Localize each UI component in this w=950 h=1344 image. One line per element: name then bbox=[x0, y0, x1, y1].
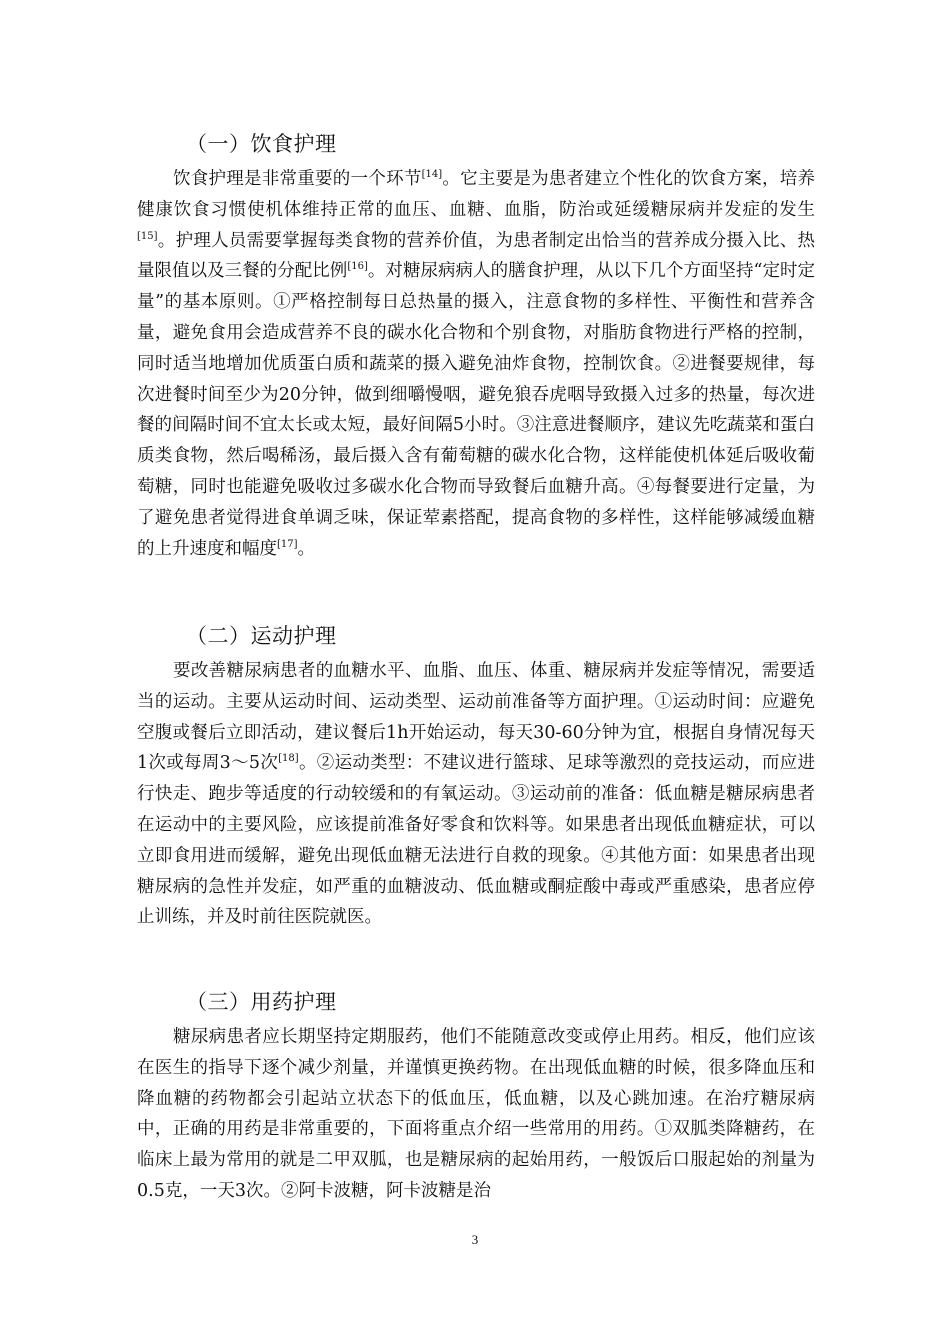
text-run: 。②运动类型：不建议进行篮球、足球等激烈的竞技运动，而应进行快走、跑步等适度的行动较缓和的有氧运动。③运动前的准备：低血糖是糖尿病患者在运动中的主要风险，应该提前准备好零食和饮料等。如果患者出现低血糖症状，可以立即食用进而缓解，避免出现低血糖无法进行自救的现象。④其他方面：如果患者出现糖尿病的急性并发症，如严重的血糖波动、低血糖或酮症酸中毒或严重感染，患者应停止训练，并及时前往医院就医。 bbox=[137, 753, 815, 928]
text-run: 。它主要是为患者建立个性化的饮食方案，培养健康饮食习惯使机体维持正常的血压、血糖、血脂，防治或延缓糖尿病并发症的发生 bbox=[137, 169, 816, 220]
text-run: 。 bbox=[297, 538, 316, 559]
paragraph-medication bbox=[137, 1022, 815, 1207]
citation: [17] bbox=[277, 538, 298, 550]
text-run: 要改善糖尿病患者的血糖水平、血脂、血压、体重、糖尿病并发症等情况，需要适当的运动。主要从运动时间、运动类型、运动前准备等方面护理。①运动时间：应避免空腹或餐后立即活动，建议餐后1h开始运动，每天30-60分钟为宜，根据自身情况每天1次或每周3～5次 bbox=[137, 661, 815, 774]
text-run: 。护理人员需要掌握每类食物的营养价值，为患者制定出恰当的营养成分摄入比、热量限值以及三餐的分配比例 bbox=[137, 230, 815, 282]
paragraph-exercise bbox=[137, 656, 815, 933]
section-heading-medication: （三）用药护理 bbox=[186, 990, 337, 1014]
citation: [18] bbox=[278, 753, 299, 765]
section-heading-diet: （一）饮食护理 bbox=[186, 132, 337, 156]
section-heading-exercise: （二）运动护理 bbox=[186, 624, 337, 648]
page-number: 3 bbox=[471, 1232, 479, 1247]
citation: [16] bbox=[347, 261, 368, 273]
citation: [14] bbox=[421, 169, 443, 180]
paragraph-diet bbox=[137, 164, 815, 564]
citation: [15] bbox=[137, 230, 158, 242]
text-run: 。对糖尿病病人的膳食护理，从以下几个方面坚持“定时定量”的基本原则。①严格控制每日总热量的摄入，注意食物的多样性、平衡性和营养含量，避免食用会造成营养不良的碳水化合物和个别食物，对脂肪食物进行严格的控制，同时适当地增加优质蛋白质和蔬菜的摄入避免油炸食物，控制饮食。②进餐要规律，每次进餐时间至少为20分钟，做到细嚼慢咽，避免狼吞虎咽导致摄入过多的热量，每次进餐的间隔时间不宜太长或太短，最好间隔5小时。③注意进餐顺序，建议先吃蔬菜和蛋白质类食物，然后喝稀汤，最后摄入含有葡萄糖的碳水化合物，这样能使机体延后吸收葡萄糖，同时也能避免吸收过多碳水化合物而导致餐后血糖升高。④每餐要进行定量，为了避免患者觉得进食单调乏味，保证荤素搭配，提高食物的多样性，这样能够减缓血糖的上升速度和幅度 bbox=[137, 261, 815, 559]
text-run: 饮食护理是非常重要的一个环节 bbox=[173, 169, 422, 189]
text-run: 糖尿病患者应长期坚持定期服药，他们不能随意改变或停止用药。相反，他们应该在医生的指导下逐个减少剂量，并谨慎更换药物。在出现低血糖的时候，很多降血压和降血糖的药物都会引起站立状态下的低血压，低血糖，以及心跳加速。在治疗糖尿病中，正确的用药是非常重要的，下面将重点介绍一些常用的用药。①双胍类降糖药，在临床上最为常用的就是二甲双胍，也是糖尿病的起始用药，一般饭后口服起始的剂量为0.5克，一天3次。②阿卡波糖，阿卡波糖是治 bbox=[137, 1027, 815, 1201]
